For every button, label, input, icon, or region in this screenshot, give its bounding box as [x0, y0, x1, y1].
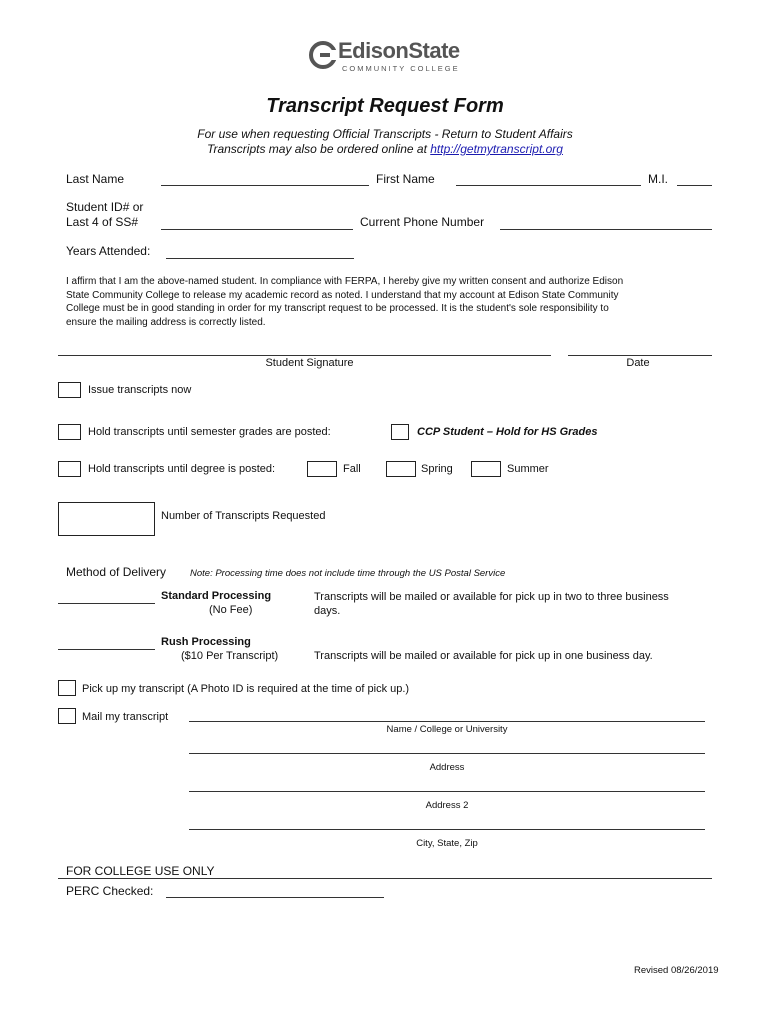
logo-subtitle: COMMUNITY COLLEGE [342, 64, 460, 73]
perc-checked-field[interactable] [166, 897, 384, 898]
spring-checkbox[interactable] [386, 461, 416, 477]
mi-label: M.I. [648, 172, 668, 186]
form-subtitle: For use when requesting Official Transcripts - Return to Student Affairs [197, 127, 573, 141]
years-attended-field[interactable] [166, 258, 354, 259]
last-name-label: Last Name [66, 172, 125, 186]
hold-semester-checkbox[interactable] [58, 424, 81, 440]
issue-now-label: Issue transcripts now [88, 384, 192, 396]
pickup-label: Pick up my transcript (A Photo ID is required at the time of pick up.) [82, 683, 410, 695]
logo-wordmark: EdisonState [338, 38, 460, 63]
mail-name-field[interactable] [189, 721, 705, 722]
ccp-checkbox[interactable] [391, 424, 409, 440]
standard-processing-fee: (No Fee) [209, 604, 253, 616]
date-label: Date [626, 357, 650, 369]
pickup-checkbox[interactable] [58, 680, 76, 696]
summer-label: Summer [507, 463, 549, 475]
mail-label: Mail my transcript [82, 711, 169, 723]
mail-name-label: Name / College or University [386, 724, 508, 735]
hold-degree-checkbox[interactable] [58, 461, 81, 477]
student-signature-field[interactable] [58, 355, 551, 356]
issue-now-checkbox[interactable] [58, 382, 81, 398]
affirm-line: I affirm that I am the above-named student. In compliance with FERPA, I hereby give my written consent and authorize Edison [66, 276, 624, 287]
student-id-label-2: Last 4 of SS# [66, 215, 139, 229]
delivery-method-label: Method of Delivery [66, 565, 167, 579]
rush-processing-title: Rush Processing [161, 636, 251, 648]
affirmation-text [66, 275, 716, 329]
last-name-field[interactable] [161, 185, 369, 186]
college-logo [308, 38, 468, 78]
perc-checked-label: PERC Checked: [66, 884, 154, 898]
mail-address2-label: Address 2 [425, 800, 469, 811]
first-name-field[interactable] [456, 185, 641, 186]
standard-processing-desc-1: Transcripts will be mailed or available for pick up in two to three business [314, 591, 669, 603]
delivery-note: Note: Processing time does not include time through the US Postal Service [190, 568, 506, 579]
ccp-label: CCP Student – Hold for HS Grades [417, 426, 598, 438]
number-requested-field[interactable] [58, 502, 155, 536]
mail-city-label: City, State, Zip [416, 838, 478, 849]
standard-processing-title: Standard Processing [161, 590, 272, 602]
fall-label: Fall [343, 463, 361, 475]
student-id-field[interactable] [161, 229, 353, 230]
rush-processing-field[interactable] [58, 649, 155, 650]
revision-date: Revised 08/26/2019 [634, 965, 719, 976]
student-signature-label: Student Signature [265, 357, 354, 369]
years-attended-label: Years Attended: [66, 244, 151, 258]
standard-processing-desc-2: days. [314, 605, 341, 617]
affirm-line: State Community College to release my academic record as noted. I understand that my account at Edison State Community [66, 289, 619, 301]
hold-semester-label: Hold transcripts until semester grades are posted: [88, 426, 331, 438]
standard-processing-field[interactable] [58, 603, 155, 604]
online-order-link[interactable]: http://getmytranscript.org [430, 142, 563, 156]
college-use-divider [58, 878, 712, 879]
date-field[interactable] [568, 355, 712, 356]
online-note [0, 142, 770, 156]
affirm-line: ensure the mailing address is correctly listed. [66, 316, 266, 328]
form-title: Transcript Request Form [266, 95, 504, 117]
spring-label: Spring [421, 463, 453, 475]
summer-checkbox[interactable] [471, 461, 501, 477]
mail-address-label: Address [429, 762, 465, 773]
edison-logo-icon [308, 40, 338, 70]
phone-label: Current Phone Number [360, 215, 485, 229]
mail-address2-field[interactable] [189, 791, 705, 792]
affirm-line: College must be in good standing in order for my transcript request to be processed. It is the student's sole responsibility to [66, 303, 609, 314]
first-name-label: First Name [376, 172, 435, 186]
rush-processing-desc: Transcripts will be mailed or available for pick up in one business day. [314, 650, 653, 662]
fall-checkbox[interactable] [307, 461, 337, 477]
mail-city-field[interactable] [189, 829, 705, 830]
mail-checkbox[interactable] [58, 708, 76, 724]
online-note-prefix: Transcripts may also be ordered online at [207, 142, 431, 156]
number-requested-label: Number of Transcripts Requested [161, 510, 326, 522]
mi-field[interactable] [677, 185, 712, 186]
phone-field[interactable] [500, 229, 712, 230]
rush-processing-fee: ($10 Per Transcript) [181, 650, 279, 662]
mail-address-field[interactable] [189, 753, 705, 754]
student-id-label-1: Student ID# or [66, 200, 144, 214]
hold-degree-label: Hold transcripts until degree is posted: [88, 463, 276, 475]
college-use-heading: FOR COLLEGE USE ONLY [66, 864, 215, 878]
